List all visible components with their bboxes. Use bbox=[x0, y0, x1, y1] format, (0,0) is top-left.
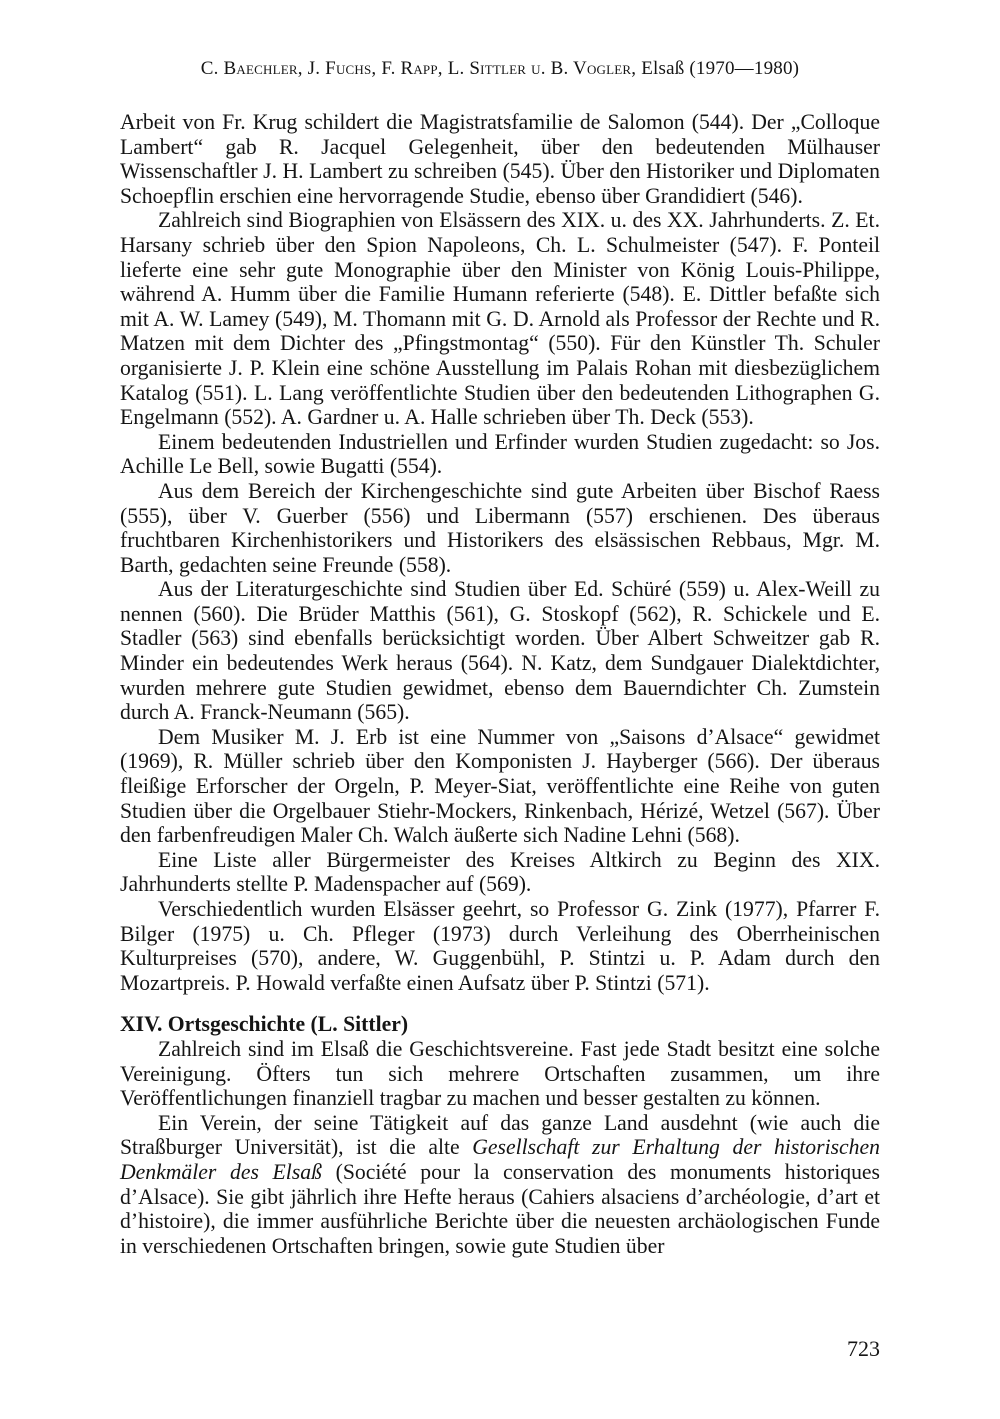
paragraph: Einem bedeutenden Industriellen und Erfinder wurden Studien zugedacht: so Jos. Achille Le Bell, sowie Bugatti (554). bbox=[120, 429, 880, 479]
header-text: . B. V bbox=[540, 58, 587, 79]
paragraph bbox=[120, 1111, 880, 1259]
header-text: , F. R bbox=[371, 58, 414, 79]
body-text bbox=[120, 110, 880, 1258]
paragraph-text: (Société pour la conservation des monuments historiques d’Alsace). Sie gibt jährlich ihre Hefte heraus (Cahiers alsaciens d’archéologie, d’art et d’histoire), die immer ausführliche Berichte über die neuesten archäologischen Funde in verschiedenen Ortschaften bringen, sowie gute Studien über bbox=[120, 1159, 880, 1258]
header-text: , Elsaß (1970—1980) bbox=[631, 58, 800, 79]
paragraph: Verschiedentlich wurden Elsässer geehrt, so Professor G. Zink (1977), Pfarrer F. Bilger (1975) u. Ch. Pfleger (1973) durch Verleihung des Oberrheinischen Kulturpreises (570), andere, W. Guggenbühl, P. Stintzi u. P. Adam durch den Mozartpreis. P. Howald verfaßte einen Aufsatz über P. Stintzi (571). bbox=[120, 897, 880, 995]
header-text: C. B bbox=[200, 58, 237, 79]
paragraph: Aus der Literaturgeschichte sind Studien über Ed. Schüré (559) u. Alex-Weill zu nennen (560). Die Brüder Matthis (561), G. Stoskopf (562), R. Schickele und E. Stadler (563) sind ebenfalls berücksichtigt worden. Über Albert Schweitzer gab R. Minder ein bedeutendes Werk heraus (564). N. Katz, dem Sundgauer Dialektdichter, wurden mehrere gute Studien gewidmet, ebenso dem Bauerndichter Ch. Zumstein durch A. Franck-Neumann (565). bbox=[120, 577, 880, 725]
paragraph: Eine Liste aller Bürgermeister des Kreises Altkirch zu Beginn des XIX. Jahrhunderts stellte P. Madenspacher auf (569). bbox=[120, 847, 880, 897]
header-text: , L. S bbox=[437, 58, 481, 79]
paragraph: Aus dem Bereich der Kirchengeschichte sind gute Arbeiten über Bischof Raess (555), über V. Guerber (556) und Libermann (557) erschienen. Des überaus fruchtbaren Kirchenhistorikers und Historikers des elsässischen Rebbaus, Mgr. M. Barth, gedachten seine Freunde (558). bbox=[120, 478, 880, 577]
header-text: uchs bbox=[335, 58, 372, 79]
page-number: 723 bbox=[847, 1336, 880, 1361]
header-text: aechler bbox=[236, 58, 298, 79]
section-heading: XIV. Ortsgeschichte (L. Sittler) bbox=[120, 1012, 409, 1037]
paragraph-text: Ein Verein, der seine Tätigkeit auf das ganze Land ausdehnt (wie auch die Straßburger Universität), ist die alte bbox=[120, 1110, 880, 1160]
paragraph: Arbeit von Fr. Krug schildert die Magistratsfamilie de Salomon (544). Der „Colloque Lambert“ gab R. Jacquel Gelegenheit, über den bedeutenden Mülhauser Wissenschaftler J. H. Lambert zu schreiben (545). Über den Historiker und Diplomaten Schoepflin erschien eine hervorragende Studie, ebenso über Grandidiert (546). bbox=[120, 110, 880, 208]
header-text: ittler bbox=[480, 58, 527, 79]
header-text: app bbox=[413, 58, 438, 79]
header-text: , J. F bbox=[297, 58, 336, 79]
society-name: Gesellschaft zur Erhaltung der historischen Denkmäler des Elsaß bbox=[120, 1135, 880, 1184]
header-text: u bbox=[531, 58, 541, 79]
running-header bbox=[120, 58, 880, 80]
paragraph: Dem Musiker M. J. Erb ist eine Nummer von „Saisons d’Alsace“ gewidmet (1969), R. Müller schrieb über den Komponisten J. Hayberger (566). Der überaus fleißige Erforscher der Orgeln, P. Meyer-Siat, veröffentlichte eine Reihe von guten Studien über die Orgelbauer Stiehr-Mockers, Rinkenbach, Hérizé, Wetzel (567). Über den farbenfreudigen Maler Ch. Walch äußerte sich Nadine Lehni (568). bbox=[120, 724, 880, 848]
header-text: ogler bbox=[586, 58, 632, 79]
paragraph: Zahlreich sind im Elsaß die Geschichtsvereine. Fast jede Stadt besitzt eine solche Vereinigung. Öfters tun sich mehrere Ortschaften zusammen, um ihre Veröffentlichungen finanziell tragbar zu machen und besser gestalten zu können. bbox=[120, 1036, 880, 1111]
paragraph: Zahlreich sind Biographien von Elsässern des XIX. u. des XX. Jahrhunderts. Z. Et. Harsany schrieb über den Spion Napoleons, Ch. L. Schulmeister (547). F. Ponteil lieferte eine sehr gute Monographie über den Minister von König Louis-Philippe, während A. Humm über die Familie Humann referierte (548). E. Dittler befaßte sich mit A. W. Lamey (549), M. Thomann mit G. D. Arnold als Professor der Rechte und R. Matzen mit dem Dichter des „Pfingstmontag“ (550). Für den Künstler Th. Schuler organisierte J. P. Klein eine schöne Ausstellung im Palais Rohan mit diesbezüglichem Katalog (551). L. Lang veröffentlichte Studien über den bedeutenden Lithographen G. Engelmann (552). A. Gardner u. A. Halle schrieben über Th. Deck (553). bbox=[120, 208, 880, 430]
